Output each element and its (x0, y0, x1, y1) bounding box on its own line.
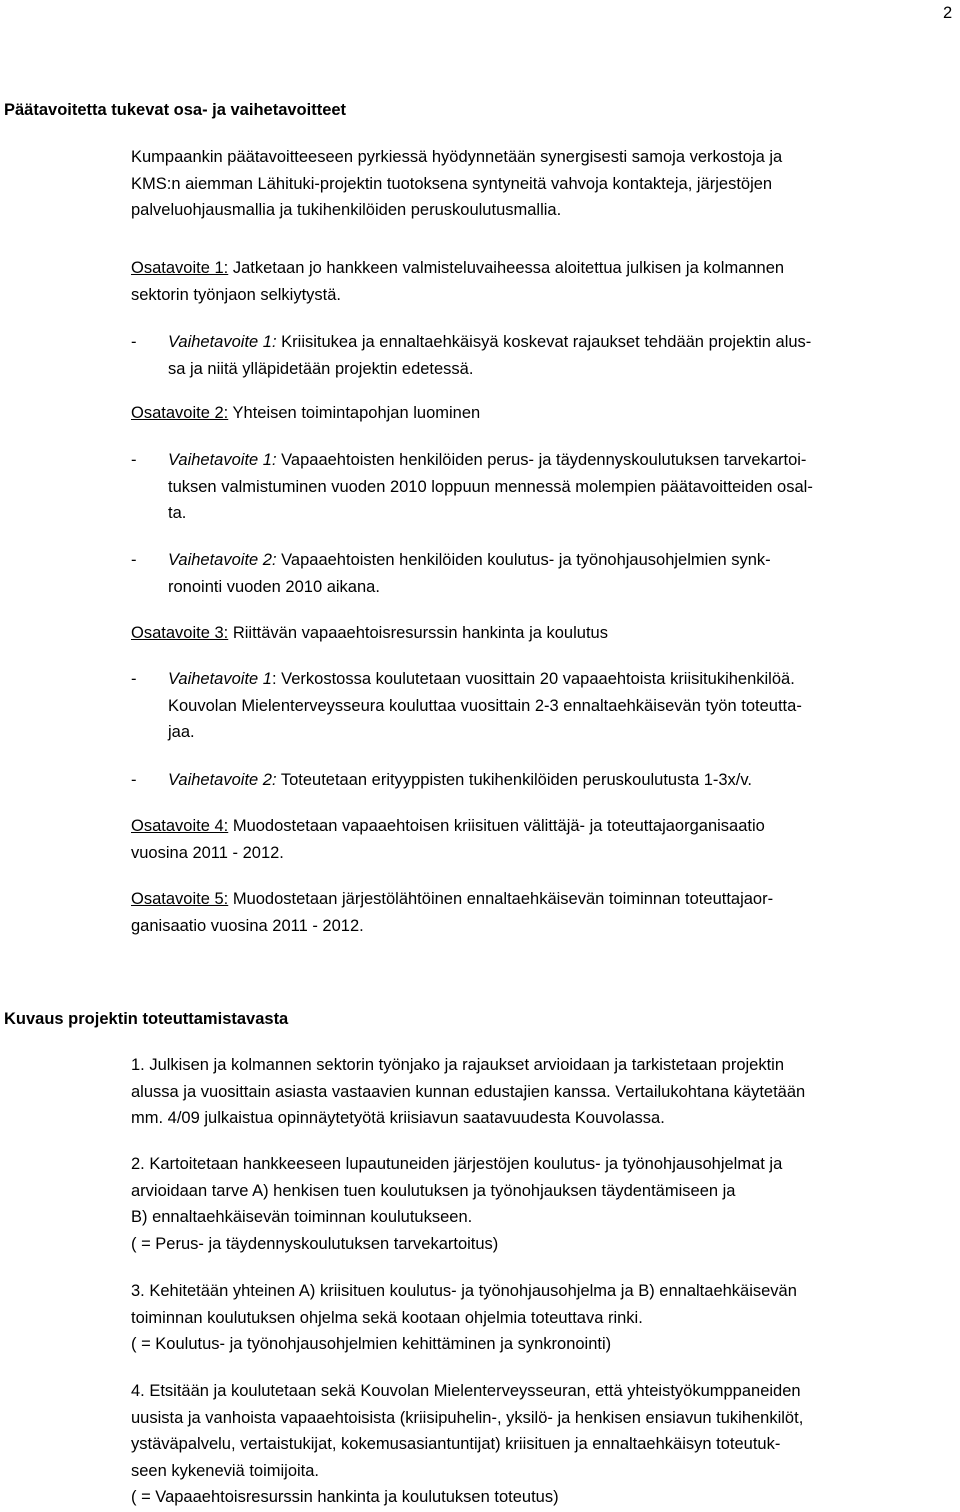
item-line: alussa ja vuosittain asiasta vastaavien kunnan edustajien kanssa. Vertailukohtana käytetään (131, 1082, 806, 1101)
phase-goal-text: Vapaaehtoisten henkilöiden perus- ja täydennyskoulutuksen tarvekartoi- (276, 451, 807, 469)
item-line: 1. Julkisen ja kolmannen sektorin työnjako ja rajaukset arvioidaan ja tarkistetaan projektin (131, 1056, 785, 1074)
implementation-item-1 (131, 1052, 805, 1132)
phase-goal-text: Kouvolan Mielenterveysseura kouluttaa vuosittain 2-3 ennaltaehkäisevän työn toteutta- (168, 696, 802, 715)
item-line: 3. Kehitetään yhteinen A) kriisituen koulutus- ja työnohjausohjelma ja B) ennaltaehkäisevän (131, 1282, 797, 1300)
list-dash: - (131, 771, 137, 789)
item-line: B) ennaltaehkäisevän toiminnan koulutukseen. (131, 1208, 473, 1226)
sub-goal-2 (131, 400, 480, 427)
item-line: mm. 4/09 julkaistua opinnäytetyötä kriisiavun saatavuudesta Kouvolassa. (131, 1109, 665, 1127)
item-line: ( = Koulutus- ja työnohjausohjelmien kehittäminen ja synkronointi) (131, 1335, 612, 1353)
sub-goal-text: ganisaatio vuosina 2011 - 2012. (131, 916, 364, 935)
sub-goal-text: Muodostetaan vapaaehtoisen kriisituen välittäjä- ja toteuttajaorganisaatio (228, 817, 765, 835)
phase-goal-1-1 (168, 329, 811, 382)
sub-goal-text: Yhteisen toimintapohjan luominen (228, 404, 481, 422)
item-line: toiminnan koulutuksen ohjelma sekä kootaan ohjelmia toteuttava rinki. (131, 1308, 643, 1327)
implementation-item-3 (131, 1278, 797, 1358)
sub-goal-label: Osatavoite 1: (131, 259, 229, 277)
intro-paragraph (131, 144, 782, 224)
phase-goal-text: tuksen valmistuminen vuoden 2010 loppuun mennessä molempien päätavoitteiden osal- (168, 477, 813, 496)
phase-goal-text: : Verkostossa koulutetaan vuosittain 20 vapaaehtoista kriisitukihenkilöä. (271, 670, 795, 688)
phase-goal-text: Vapaaehtoisten henkilöiden koulutus- ja työnohjausohjelmien synk- (276, 551, 771, 569)
list-dash: - (131, 451, 137, 469)
intro-line: Kumpaankin päätavoitteeseen pyrkiessä hyödynnetään synergisesti samoja verkostoja ja (131, 148, 783, 166)
item-line: 4. Etsitään ja koulutetaan sekä Kouvolan Mielenterveysseuran, että yhteistyökumppaneiden (131, 1382, 801, 1400)
sub-goal-label: Osatavoite 2: (131, 404, 229, 422)
section-heading-goals: Päätavoitetta tukevat osa- ja vaihetavoitteet (4, 101, 347, 119)
item-line: arvioidaan tarve A) henkisen tuen koulutuksen ja työnohjauksen täydentämiseen ja (131, 1181, 736, 1200)
intro-line: KMS:n aiemman Lähituki-projektin tuotoksena syntyneitä vahvoja kontakteja, järjestöjen (131, 174, 773, 193)
item-line: seen kykeneviä toimijoita. (131, 1461, 320, 1480)
sub-goal-text: vuosina 2011 - 2012. (131, 843, 284, 862)
page-number: 2 (943, 4, 953, 22)
phase-goal-label: Vaihetavoite 1 (168, 670, 272, 688)
phase-goal-text: jaa. (168, 723, 195, 741)
item-line: ystäväpalvelu, vertaistukijat, kokemusasiantuntijat) kriisituen ja ennaltaehkäisyn toteutuk- (131, 1435, 781, 1453)
list-dash: - (131, 333, 137, 351)
phase-goal-label: Vaihetavoite 2: (168, 771, 277, 789)
item-line: ( = Perus- ja täydennyskoulutuksen tarvekartoitus) (131, 1234, 499, 1253)
list-dash: - (131, 670, 137, 688)
phase-goal-text: sa ja niitä ylläpidetään projektin edetessä. (168, 359, 474, 378)
sub-goal-label: Osatavoite 3: (131, 624, 229, 642)
sub-goal-1 (131, 255, 784, 308)
sub-goal-3 (131, 620, 608, 647)
section-heading-implementation: Kuvaus projektin toteuttamistavasta (4, 1010, 289, 1028)
sub-goal-text: Riittävän vapaaehtoisresurssin hankinta ja koulutus (228, 624, 608, 642)
sub-goal-4 (131, 813, 765, 866)
phase-goal-3-2 (168, 767, 752, 794)
phase-goal-text: Toteutetaan erityyppisten tukihenkilöiden peruskoulutusta 1-3x/v. (276, 771, 752, 789)
intro-line: palveluohjausmallia ja tukihenkilöiden peruskoulutusmallia. (131, 201, 562, 219)
list-dash: - (131, 551, 137, 569)
phase-goal-text: ronointi vuoden 2010 aikana. (168, 577, 380, 596)
phase-goal-label: Vaihetavoite 1: (168, 333, 277, 351)
phase-goal-text: Kriisitukea ja ennaltaehkäisyä koskevat rajaukset tehdään projektin alus- (276, 333, 812, 351)
sub-goal-5 (131, 886, 773, 939)
item-line: ( = Vapaaehtoisresurssin hankinta ja koulutuksen toteutus) (131, 1488, 559, 1506)
phase-goal-2-2 (168, 547, 771, 600)
sub-goal-text: sektorin työnjaon selkiytystä. (131, 285, 342, 304)
sub-goal-label: Osatavoite 4: (131, 817, 229, 835)
sub-goal-text: Jatketaan jo hankkeen valmisteluvaiheessa aloitettua julkisen ja kolmannen (228, 259, 785, 277)
implementation-item-2 (131, 1151, 782, 1257)
phase-goal-label: Vaihetavoite 1: (168, 451, 277, 469)
sub-goal-text: Muodostetaan järjestölähtöinen ennaltaehkäisevän toiminnan toteuttajaor- (228, 890, 774, 908)
item-line: 2. Kartoitetaan hankkeeseen lupautuneiden järjestöjen koulutus- ja työnohjausohjelmat ja (131, 1155, 783, 1173)
implementation-item-4 (131, 1378, 803, 1511)
item-line: uusista ja vanhoista vapaaehtoisista (kriisipuhelin-, yksilö- ja henkisen ensiavun tukihenkilöt, (131, 1408, 804, 1427)
phase-goal-text: ta. (168, 504, 187, 522)
phase-goal-3-1 (168, 666, 802, 746)
phase-goal-2-1 (168, 447, 813, 527)
phase-goal-label: Vaihetavoite 2: (168, 551, 277, 569)
sub-goal-label: Osatavoite 5: (131, 890, 229, 908)
